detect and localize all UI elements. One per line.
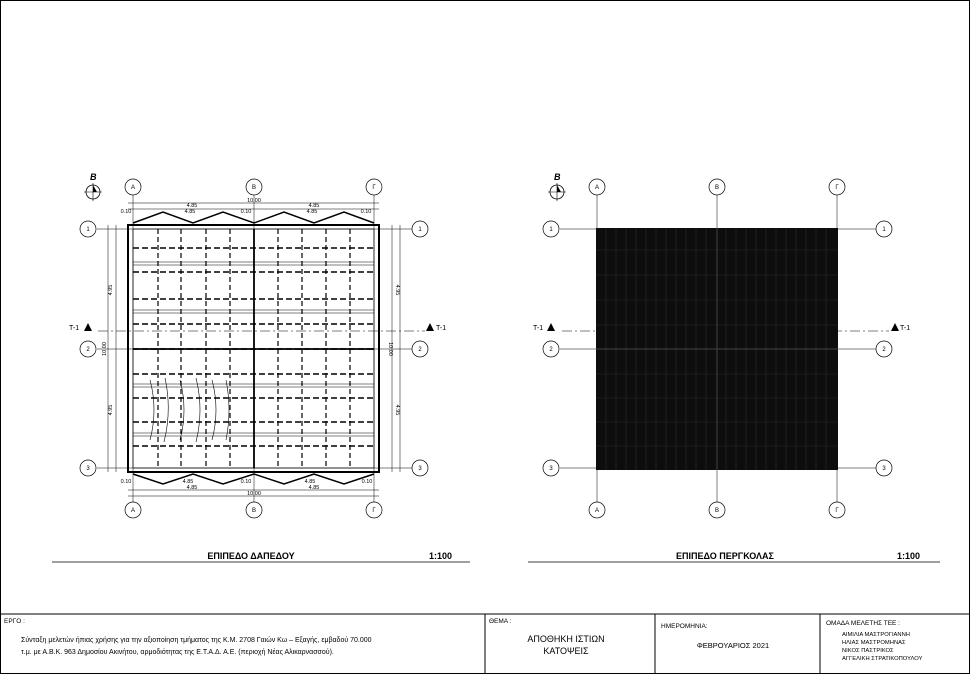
axis-label-row-3-right: 3 [418,466,422,472]
dim-inner-b: 4.95 [394,404,400,416]
dim-bottom-half-a: 4.85 [182,479,194,485]
dim-top-half-b2: 4.85 [306,209,318,215]
axis-label-row-3-right: 3 [882,466,886,472]
dim-inner-a: 4.95 [394,284,400,296]
dim-bottom-mid: 0.10 [240,479,252,485]
axis-label-row-1-right: 1 [882,227,886,233]
dim-bottom-total: 10.00 [247,491,261,497]
dim-bottom-half-b: 4.85 [304,479,316,485]
drawing-scale-floor: 1:100 [428,551,452,561]
dim-side-total: 10.00 [102,342,108,356]
dim-top-half-b: 4.85 [308,203,320,209]
axis-label-row-1: 1 [549,227,553,233]
north-label-pergola: B [554,172,561,182]
dim-top-half-a2: 4.85 [184,209,196,215]
section-label-right-pergola: T-1 [900,325,911,332]
north-label: B [90,172,97,182]
project-line-2: τ.μ. με Α.Β.Κ. 963 Δημοσίου Ακινήτου, αρμοδιότητας της Ε.Τ.Α.Δ. Α.Ε. (περιοχή Νέας Αλικαρνασσού). [21,649,334,656]
team-member: ΑΓΓΕΛΙΚΗ ΣΤΡΑΤΙΚΟΠΟΥΛΟΥ [842,656,923,662]
axis-label-col-c-bottom: Γ [835,508,839,514]
dim-bottom-edge-b: 0.10 [361,479,373,485]
axis-label-col-c: Γ [372,185,376,191]
drawing-scale-pergola: 1:100 [896,551,920,561]
axis-label-col-a-bottom: Α [594,508,600,514]
axis-label-col-b: Β [251,185,257,191]
axis-label-col-b-bottom: Β [251,508,257,514]
team-member: ΝΙΚΟΣ ΠΑΣΤΡΙΚΟΣ [842,648,894,654]
axis-label-row-3: 3 [86,466,90,472]
axis-label-col-c-bottom: Γ [372,508,376,514]
axis-label-col-b: Β [714,185,720,191]
axis-label-row-1: 1 [86,227,90,233]
axis-label-col-c: Γ [835,185,839,191]
dim-bottom-edge-a: 0.10 [120,479,132,485]
axis-label-row-3: 3 [549,466,553,472]
date-label: ΗΜΕΡΟΜΗΝΙΑ: [661,623,708,630]
section-label-left-pergola: T-1 [533,325,544,332]
section-label-left: T-1 [69,325,80,332]
team-label: ΟΜΑΔΑ ΜΕΛΕΤΗΣ ΤΕΕ : [826,620,900,627]
axis-label-row-2-right: 2 [418,347,422,353]
dim-mid: 0.10 [240,209,252,215]
dim-bottom-half-b2: 4.85 [308,485,320,491]
subject-line-2: ΚΑΤΟΨΕΙΣ [543,646,589,656]
axis-label-row-2: 2 [86,347,90,353]
drawing-title-pergola: ΕΠΙΠΕΔΟ ΠΕΡΓΚΟΛΑΣ [676,551,774,561]
team-member: ΑΙΜΙΛΙΑ ΜΑΣΤΡΟΓΙΑΝΝΗ [842,632,910,638]
axis-label-col-b-bottom: Β [714,508,720,514]
axis-label-row-1-right: 1 [418,227,422,233]
dim-edge-a: 0.10 [120,209,132,215]
team-member: ΗΛΙΑΣ ΜΑΣΤΡΟΜΗΝΑΣ [842,640,906,646]
axis-label-col-a: Α [594,185,600,191]
project-line-1: Σύνταξη μελετών ήπιας χρήσης για την αξιοποίηση τμήματος της Κ.Μ. 2708 Γαιών Κω – Εξαγής, εμβαδού 70.000 [21,637,372,644]
axis-label-col-a: Α [130,185,136,191]
axis-label-row-2: 2 [549,347,553,353]
dim-side-b: 4.95 [108,404,114,416]
dim-side-a: 4.95 [108,284,114,296]
dim-top-half-a: 4.85 [186,203,198,209]
dim-bottom-half-a2: 4.85 [186,485,198,491]
axis-label-row-2-right: 2 [882,347,886,353]
subject-line-1: ΑΠΟΘΗΚΗ ΙΣΤΙΩΝ [527,634,605,644]
project-label: ΕΡΓΟ : [4,618,25,625]
section-label-right: T-1 [436,325,447,332]
dim-top-total: 10.00 [247,198,261,204]
subject-label: ΘΕΜΑ : [489,618,512,625]
drawing-title-floor: ΕΠΙΠΕΔΟ ΔΑΠΕΔΟΥ [207,551,295,561]
date-value: ΦΕΒΡΟΥΑΡΙΟΣ 2021 [696,641,770,650]
dim-inner-total: 10.00 [387,342,393,356]
axis-label-col-a-bottom: Α [130,508,136,514]
dim-edge-b: 0.10 [360,209,372,215]
